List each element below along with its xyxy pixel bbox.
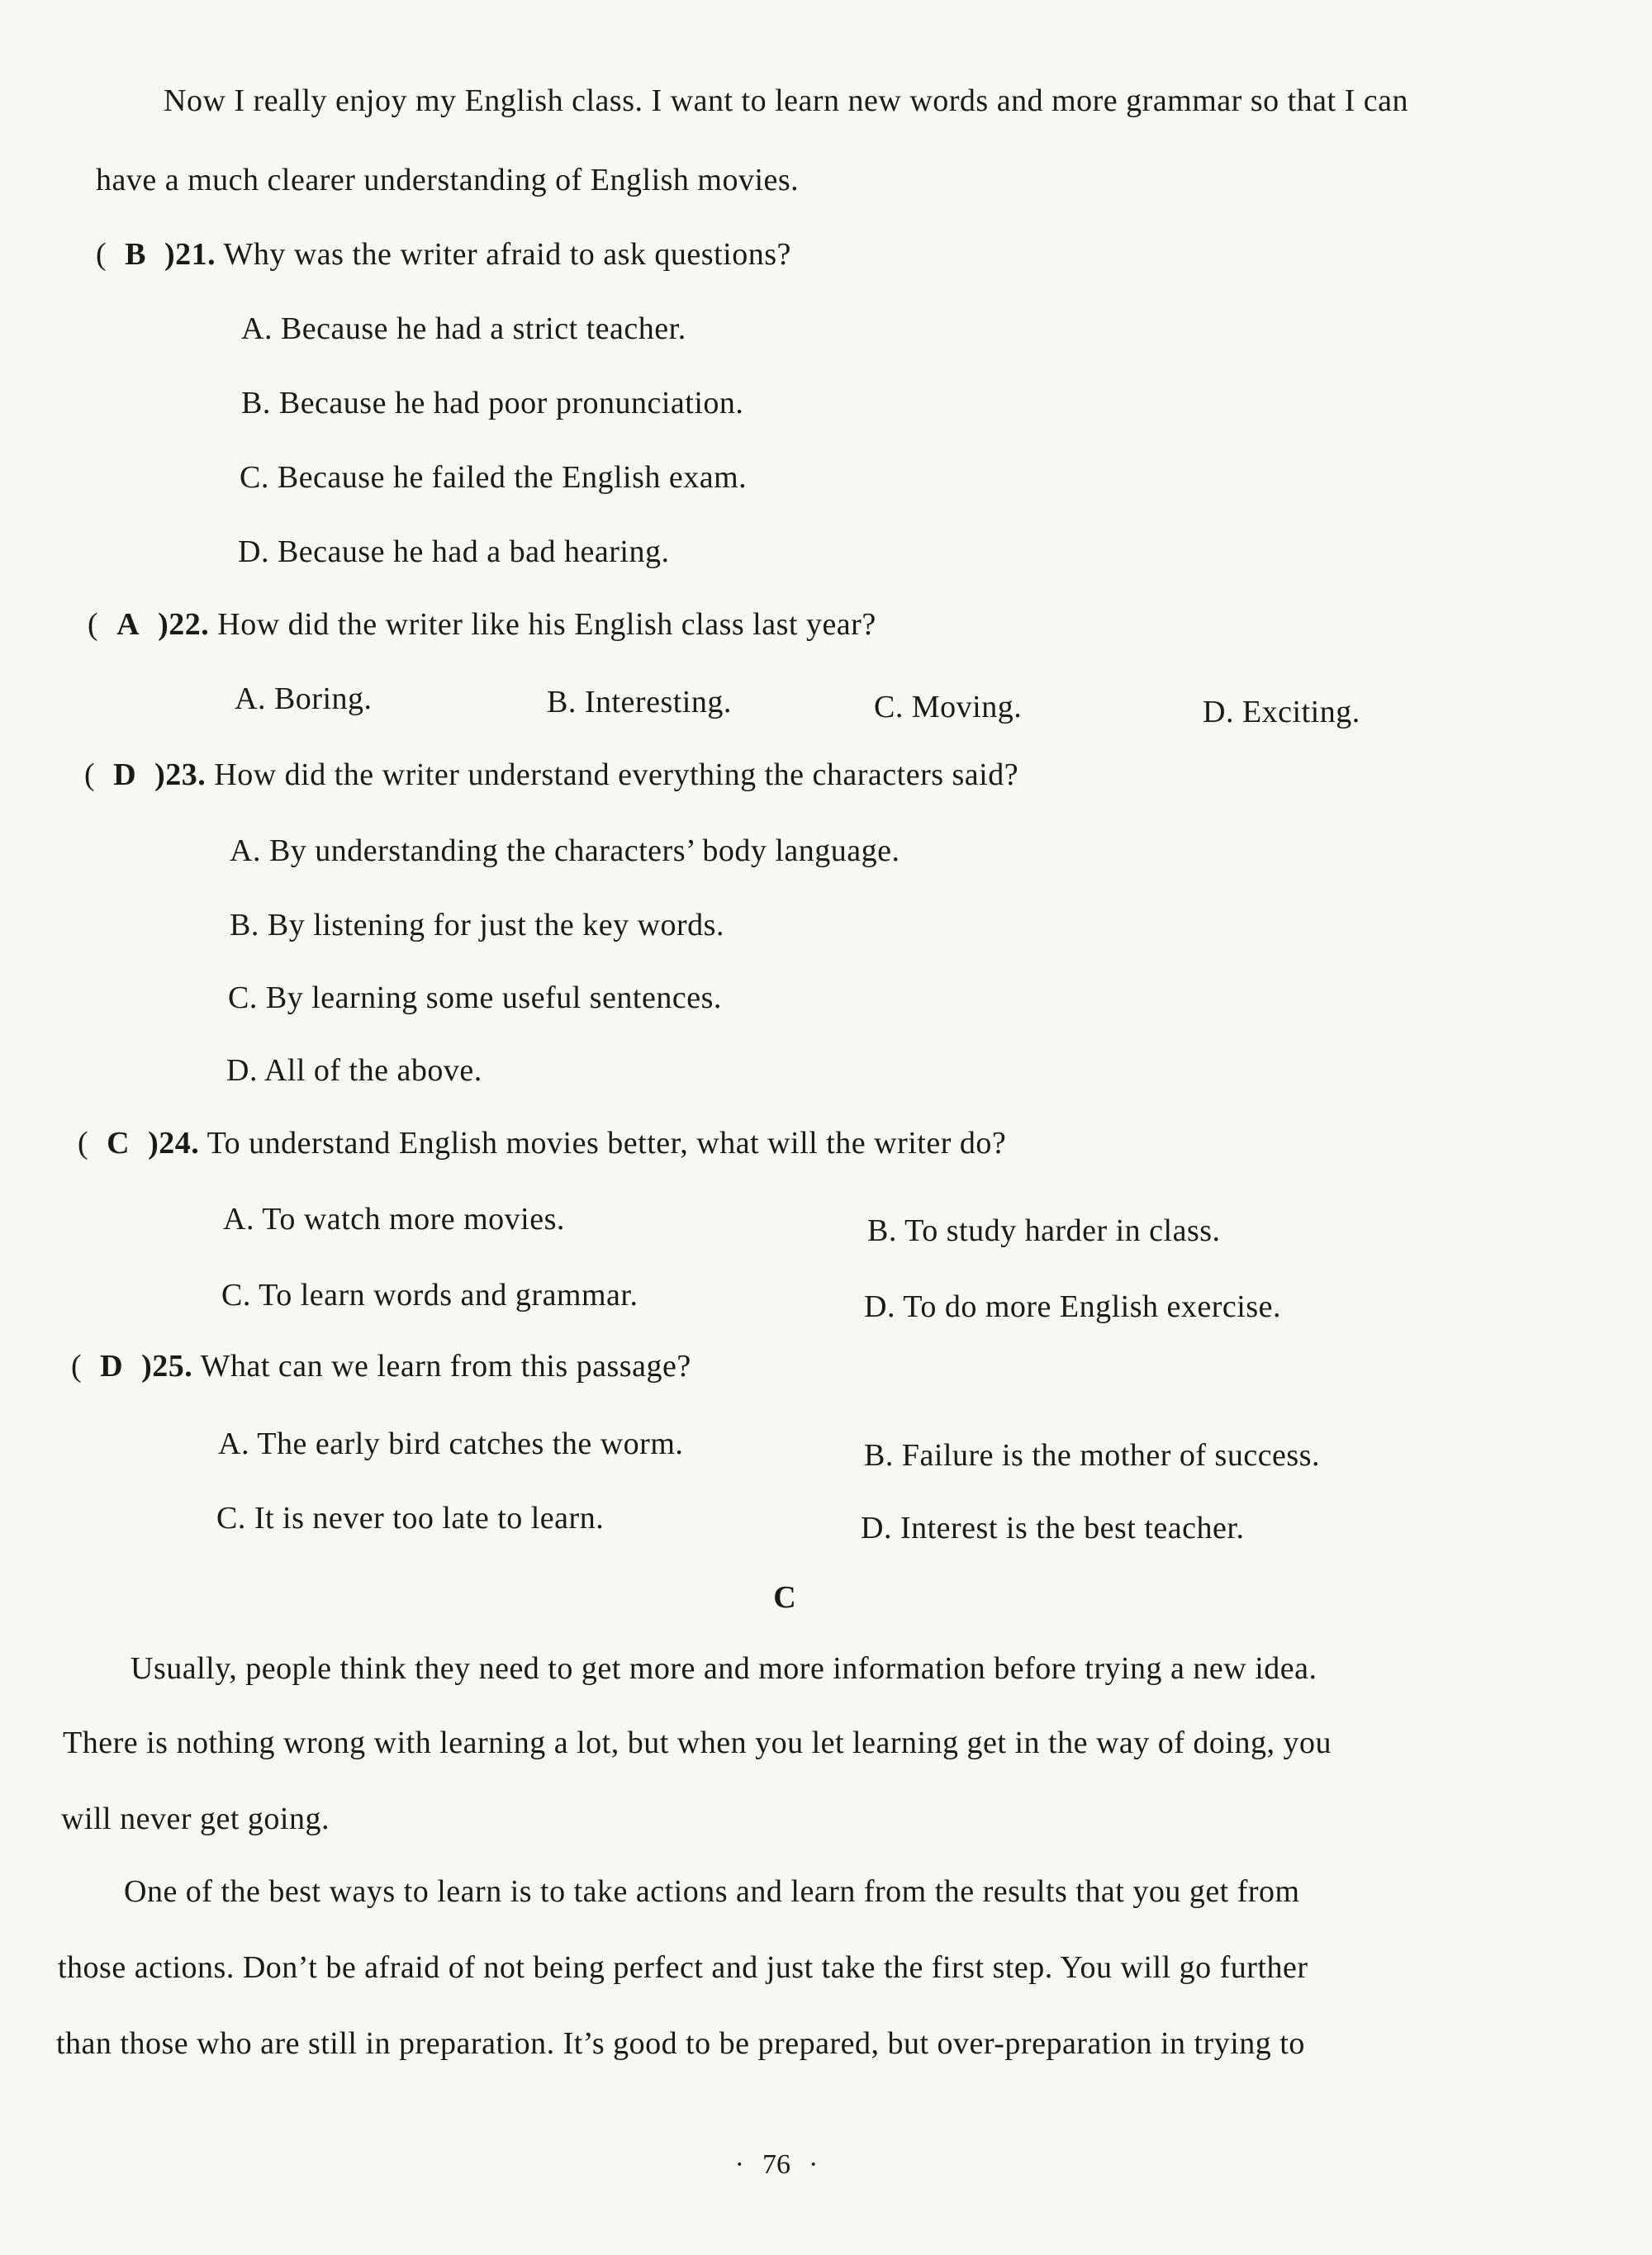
passage-c-line-1: Usually, people think they need to get more and more information before trying a new idea. <box>131 1651 1317 1686</box>
q21-option-a: A. Because he had a strict teacher. <box>241 311 686 346</box>
page-number <box>0 2149 1602 2181</box>
q21-option-b: B. Because he had poor pronunciation. <box>241 386 744 420</box>
page-number-dot-left: · <box>734 2149 744 2180</box>
q22-option-b: B. Interesting. <box>547 685 732 719</box>
page-number-dot-right: · <box>809 2149 819 2180</box>
answer-23: D <box>113 757 137 792</box>
passage-c-line-2: There is nothing wrong with learning a lot, but when you let learning get in the way of doing, you <box>63 1726 1332 1760</box>
section-heading-c: C <box>773 1580 796 1615</box>
q23-option-a: A. By understanding the characters’ body language. <box>230 833 900 868</box>
q23-option-d: D. All of the above. <box>226 1053 482 1088</box>
q25-option-a: A. The early bird catches the worm. <box>218 1427 684 1461</box>
q21-option-c: C. Because he failed the English exam. <box>240 460 748 495</box>
question-number-23: )23. <box>154 757 206 792</box>
q24-option-d: D. To do more English exercise. <box>864 1289 1281 1324</box>
question-text-21: Why was the writer afraid to ask questions? <box>223 237 791 272</box>
intro-line-2: have a much clearer understanding of English movies. <box>96 163 800 197</box>
question-23: ( D )23. How did the writer understand everything the characters said? <box>84 757 1019 792</box>
passage-c-line-5: those actions. Don’t be afraid of not being perfect and just take the first step. You will go further <box>58 1950 1308 1985</box>
q24-option-c: C. To learn words and grammar. <box>221 1278 638 1313</box>
q23-option-b: B. By listening for just the key words. <box>230 908 724 942</box>
q25-option-b: B. Failure is the mother of success. <box>864 1438 1321 1473</box>
q25-option-d: D. Interest is the best teacher. <box>861 1511 1245 1545</box>
question-number-24: )24. <box>148 1126 200 1161</box>
question-text-24: To understand English movies better, what will the writer do? <box>206 1126 1007 1161</box>
answer-21: B <box>125 237 147 272</box>
q23-option-c: C. By learning some useful sentences. <box>228 980 722 1015</box>
question-21: ( B )21. Why was the writer afraid to ask questions? <box>96 237 791 272</box>
q22-option-d: D. Exciting. <box>1203 695 1360 729</box>
q21-option-d: D. Because he had a bad hearing. <box>238 534 670 569</box>
question-22: ( A )22. How did the writer like his English class last year? <box>88 607 876 642</box>
page-number-value: 76 <box>762 2149 790 2180</box>
question-24: ( C )24. To understand English movies better, what will the writer do? <box>78 1126 1007 1161</box>
q24-option-a: A. To watch more movies. <box>223 1202 565 1237</box>
question-number-22: )22. <box>158 607 210 642</box>
passage-c-line-3: will never get going. <box>61 1802 330 1836</box>
question-number-25: )25. <box>141 1349 193 1384</box>
passage-c-line-4: One of the best ways to learn is to take actions and learn from the results that you get from <box>124 1874 1300 1909</box>
question-text-25: What can we learn from this passage? <box>200 1349 691 1384</box>
question-text-23: How did the writer understand everything the characters said? <box>214 757 1019 792</box>
q22-option-a: A. Boring. <box>235 681 373 716</box>
intro-line-1: Now I really enjoy my English class. I want to learn new words and more grammar so that I can <box>164 83 1408 118</box>
q22-option-c: C. Moving. <box>874 690 1023 724</box>
question-number-21: )21. <box>164 237 216 272</box>
passage-c-line-6: than those who are still in preparation. It’s good to be prepared, but over-preparation in trying to <box>56 2026 1305 2061</box>
question-text-22: How did the writer like his English class last year? <box>217 607 876 642</box>
answer-25: D <box>100 1349 124 1384</box>
answer-24: C <box>107 1126 131 1161</box>
question-25: ( D )25. What can we learn from this passage? <box>71 1349 691 1384</box>
q24-option-b: B. To study harder in class. <box>867 1213 1221 1248</box>
q25-option-c: C. It is never too late to learn. <box>216 1501 605 1536</box>
answer-22: A <box>116 607 140 642</box>
